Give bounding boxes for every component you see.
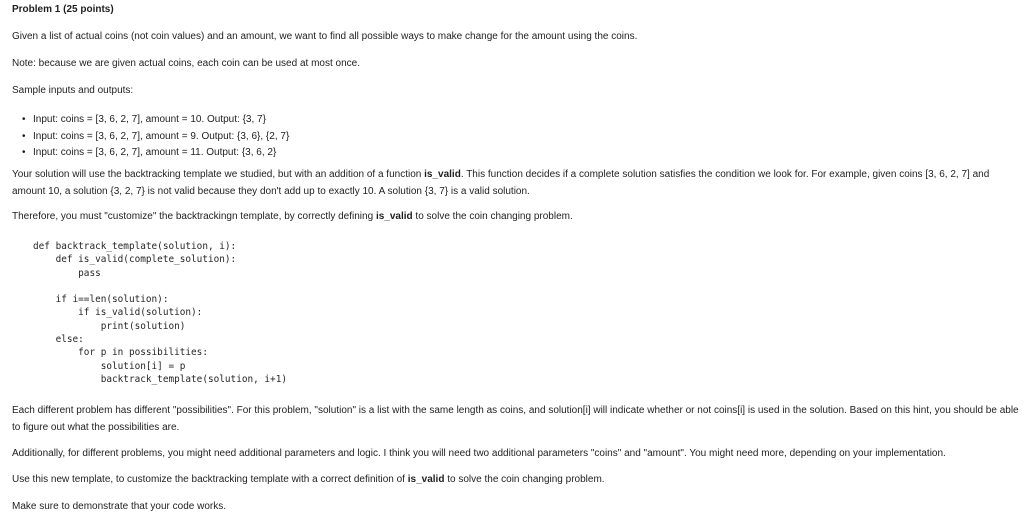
is-valid-keyword: is_valid [407,474,445,485]
note-paragraph: Note: because we are given actual coins, each coin can be used at most once. [12,58,360,69]
bullet-icon: • [22,147,26,158]
code-line: for p in possibilities: [33,347,208,359]
code-line: def is_valid(complete_solution): [33,254,237,266]
code-line: else: [33,334,84,346]
is-valid-keyword: is_valid [375,211,413,222]
therefore-paragraph: Therefore, you must "customize" the backtrackingn template, by correctly defining is_valid to solve the coin changing problem. [12,211,573,222]
use-template-paragraph: Use this new template, to customize the backtracking template with a correct definition of is_valid to solve the coin changing problem. [12,474,605,485]
sample-heading: Sample inputs and outputs: [12,85,134,96]
example-text: Input: coins = [3, 6, 2, 7], amount = 10. Output: {3, 7} [33,114,266,125]
list-item [22,112,289,129]
code-line: print(solution) [33,320,186,332]
bullet-icon: • [22,130,26,142]
list-item [22,129,289,146]
code-line: backtrack_template(solution, i+1) [33,373,287,385]
intro-paragraph: Given a list of actual coins (not coin values) and an amount, we want to find all possible ways to make change for the amount using the coins. [12,31,638,42]
examples-list [22,112,289,162]
code-line: solution[i] = p [33,360,186,372]
list-item [22,145,289,162]
code-line: if is_valid(solution): [33,307,203,319]
code-block [33,240,287,386]
bullet-icon: • [22,114,26,125]
example-text: Input: coins = [3, 6, 2, 7], amount = 11. Output: {3, 6, 2} [33,147,277,158]
additional-paragraph: Additionally, for different problems, you might need additional parameters and logic. I think you will need two additional parameters "coins" and "amount". You might need more, depending on your implementation. [12,448,946,459]
possibilities-paragraph: Each different problem has different "possibilities". For this problem, "solution" is a list with the same length as coins, and solution[i] will indicate whether or not coins[i] is used in the solution. Based on this hint, you should be able to figure out what the possibilities are. [12,405,1019,433]
example-text: Input: coins = [3, 6, 2, 7], amount = 9. Output: {3, 6}, {2, 7} [33,130,290,142]
code-line: pass [33,267,101,279]
is-valid-keyword: is_valid [424,169,461,180]
solution-paragraph: Your solution will use the backtracking template we studied, but with an addition of a function is_valid. This function decides if a complete solution satisfies the condition we look for. For example, given coins [3, 6, 2, 7] and amount 10, a solution {3, 2, 7} is not valid because they don't add up to exactly 10. A solution {3, 7} is a valid solution. [12,169,990,197]
problem-title: Problem 1 (25 points) [12,4,114,15]
code-line: if i==len(solution): [33,294,169,306]
demonstrate-paragraph: Make sure to demonstrate that your code works. [12,501,226,512]
code-line: def backtrack_template(solution, i): [33,241,237,252]
